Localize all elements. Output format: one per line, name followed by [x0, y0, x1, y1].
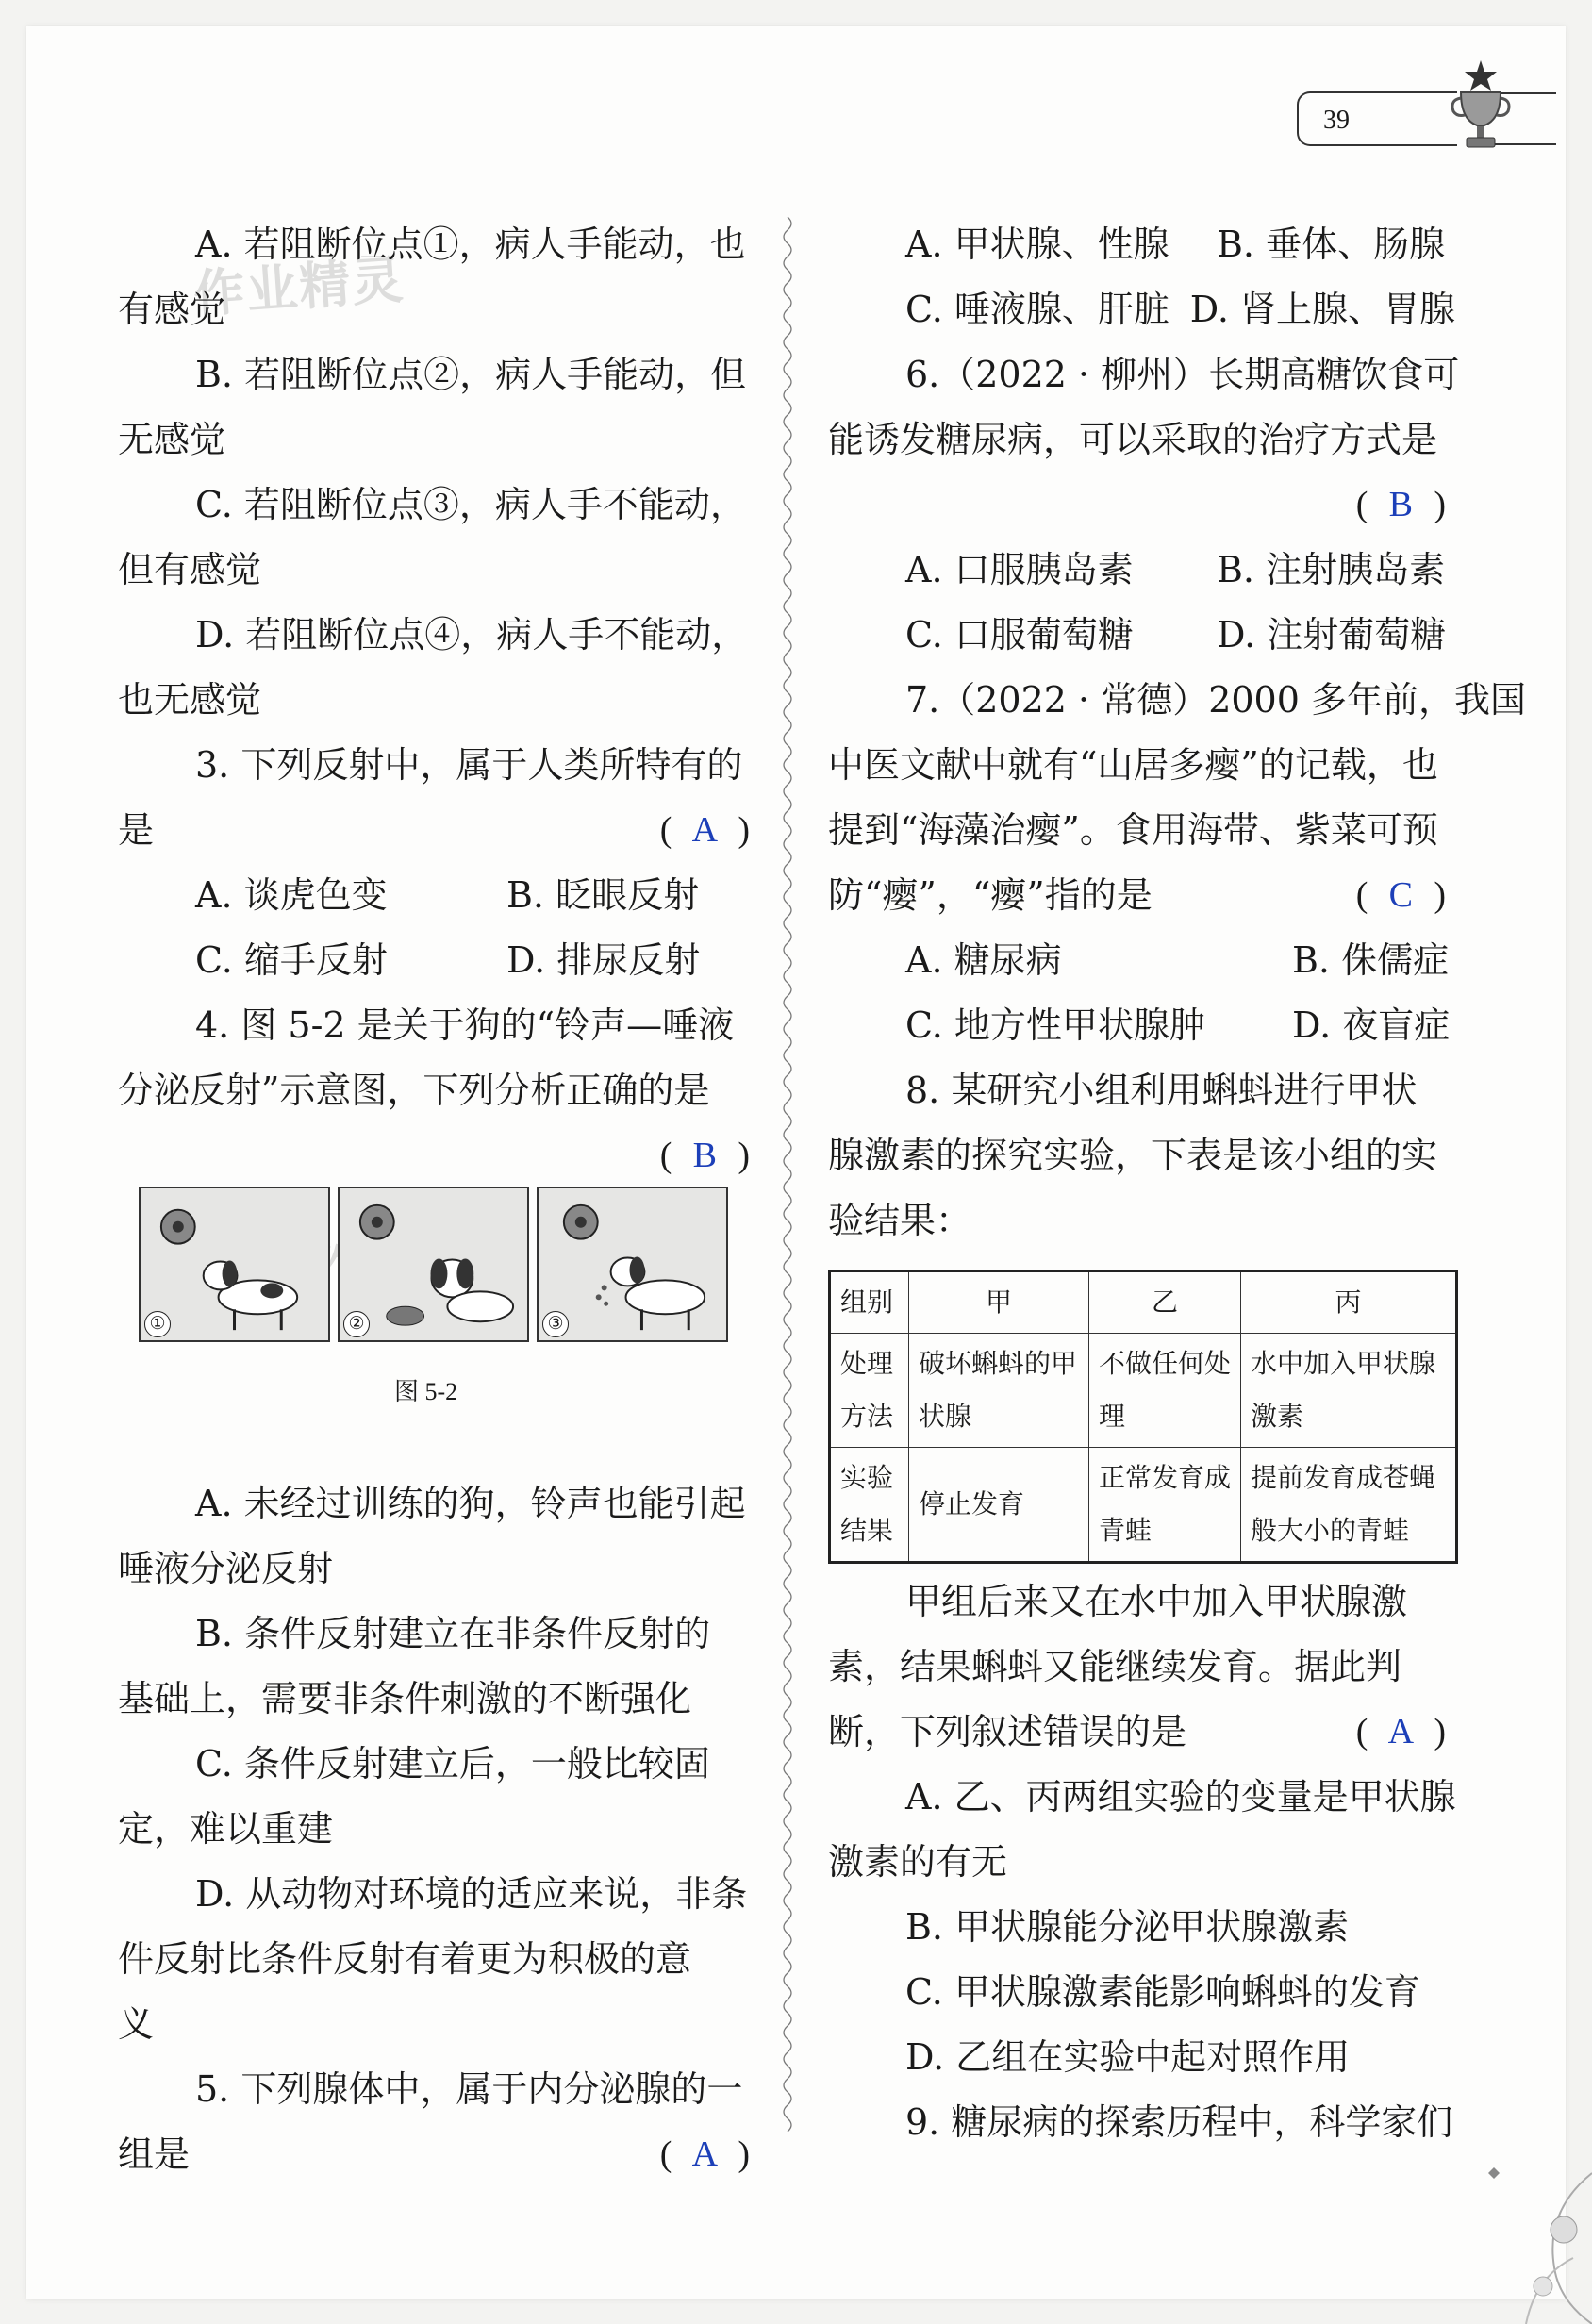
q8-option-a-cont: 激素的有无	[828, 1841, 1008, 1883]
q8-stem-cont: 素，结果蝌蚪又能继续发育。据此判	[828, 1646, 1402, 1687]
q8-stem-cont	[828, 1700, 1455, 1765]
figure-panel-2	[338, 1187, 529, 1342]
q4-option-c: C. 条件反射建立后，一般比较固	[195, 1743, 710, 1784]
q4-answer: ( B )	[660, 1123, 750, 1188]
q5-answer-letter: A	[691, 2134, 719, 2174]
q5-option-b: B. 垂体、肠腺	[1217, 224, 1446, 265]
q3-options-row	[118, 863, 759, 928]
q5-option-d: D. 肾上腺、胃腺	[1189, 289, 1455, 330]
q7-options-row	[828, 928, 1455, 993]
q2-option-b-cont: 无感觉	[118, 419, 226, 460]
figure-dog-reflex	[139, 1187, 728, 1342]
q3-options-row	[118, 928, 759, 993]
q7-option-c: C. 地方性甲状腺肿	[905, 1004, 1205, 1046]
q4-option-d-cont: 义	[118, 2003, 155, 2045]
q7-stem-end: 防“瘿”，“瘿”指的是	[828, 874, 1153, 916]
page-number: 39	[1323, 106, 1350, 135]
q2-option-a: A. 若阻断位点①，病人手能动，也	[195, 224, 746, 265]
q8-option-c: C. 甲状腺激素能影响蝌蚪的发育	[905, 1971, 1420, 2013]
q4-stem-cont: 分泌反射”示意图，下列分析正确的是	[118, 1070, 710, 1111]
table-header-cell: 组别	[830, 1271, 909, 1334]
q6-stem-cont: 能诱发糖尿病，可以采取的治疗方式是	[828, 419, 1438, 460]
q4-option-b: B. 条件反射建立在非条件反射的	[195, 1613, 711, 1654]
table-header-cell: 丙	[1241, 1271, 1457, 1334]
q4-option-a-cont: 唾液分泌反射	[118, 1548, 334, 1589]
q3-answer-letter: A	[691, 810, 719, 850]
q3-option-c: C. 缩手反射	[195, 939, 388, 981]
q6-answer-letter: B	[1388, 485, 1414, 524]
q8-option-d: D. 乙组在实验中起对照作用	[905, 2036, 1351, 2078]
q8-option-b: B. 甲状腺能分泌甲状腺激素	[905, 1906, 1350, 1948]
q3-option-a: A. 谈虎色变	[195, 874, 388, 916]
q4-option-d-cont: 件反射比条件反射有着更为积极的意	[118, 1938, 692, 1980]
q5-option-c: C. 唾液腺、肝脏	[905, 289, 1169, 330]
q7-stem-cont: 提到“海藻治瘿”。食用海带、紫菜可预	[828, 809, 1438, 851]
q8-stem-cont: 验结果：	[828, 1200, 972, 1241]
q4-stem: 4. 图 5-2 是关于狗的“铃声—唾液	[195, 1004, 735, 1046]
q7-option-b: B. 侏儒症	[1292, 939, 1450, 981]
q6-option-b: B. 注射胰岛素	[1217, 549, 1446, 590]
q2-option-b: B. 若阻断位点②，病人手能动，但	[195, 354, 747, 395]
q8-stem: 8. 某研究小组利用蝌蚪进行甲状	[905, 1070, 1418, 1111]
q4-answer-letter: B	[692, 1136, 718, 1175]
q5-options-row	[828, 277, 1455, 342]
q4-answer-line	[118, 1123, 759, 1188]
q4-option-b-cont: 基础上，需要非条件刺激的不断强化	[118, 1678, 692, 1719]
q6-option-c: C. 口服葡萄糖	[905, 614, 1134, 656]
figure-panel-1	[139, 1187, 330, 1342]
q8-stem-cont: 腺激素的探究实验，下表是该小组的实	[828, 1135, 1438, 1176]
q6-options-row	[828, 538, 1455, 603]
q3-option-d: D. 排尿反射	[506, 939, 701, 981]
table-cell: 正常发育成青蛙	[1089, 1448, 1241, 1563]
floral-corner-decoration	[1432, 2135, 1592, 2324]
q8-answer: ( A )	[1356, 1700, 1446, 1765]
panel-number: ③	[542, 1311, 569, 1337]
q7-answer: ( C )	[1356, 863, 1446, 928]
figure-caption: 图 5-2	[394, 1378, 458, 1405]
q2-option-c-cont: 但有感觉	[118, 549, 262, 590]
q8-answer-letter: A	[1387, 1712, 1415, 1751]
q9-stem: 9. 糖尿病的探索历程中，科学家们	[905, 2101, 1453, 2143]
panel-number: ①	[144, 1311, 171, 1337]
q8-stem-cont: 甲组后来又在水中加入甲状腺激	[905, 1581, 1408, 1622]
right-column	[828, 212, 1526, 2155]
q6-option-d: D. 注射葡萄糖	[1217, 614, 1447, 656]
q4-option-c-cont: 定，难以重建	[118, 1808, 334, 1850]
q3-option-b: B. 眨眼反射	[506, 874, 700, 916]
table-row	[830, 1334, 1457, 1448]
q7-stem-cont: 中医文献中就有“山居多瘿”的记载，也	[828, 744, 1438, 786]
q3-stem: 3. 下列反射中，属于人类所特有的	[195, 744, 743, 786]
q6-option-a: A. 口服胰岛素	[905, 549, 1134, 590]
q5-answer: ( A )	[660, 2122, 750, 2187]
q3-stem-end: 是	[118, 809, 155, 851]
q5-options-row	[828, 212, 1455, 277]
table-header-row	[830, 1271, 1457, 1334]
q5-stem: 5. 下列腺体中，属于内分泌腺的一	[195, 2068, 743, 2110]
q3-answer: ( A )	[660, 798, 750, 863]
q4-option-a: A. 未经过训练的狗，铃声也能引起	[195, 1483, 746, 1524]
q7-option-d: D. 夜盲症	[1292, 1004, 1451, 1046]
watermark: 作业精灵	[191, 250, 407, 324]
table-cell: 不做任何处理	[1089, 1334, 1241, 1448]
q3-stem-cont	[118, 798, 759, 863]
table-cell: 水中加入甲状腺激素	[1241, 1334, 1457, 1448]
table-cell: 处理方法	[830, 1334, 909, 1448]
panel-number: ②	[343, 1311, 370, 1337]
q6-stem: 6.（2022 · 柳州）长期高糖饮食可	[905, 354, 1460, 395]
q6-answer-line	[828, 473, 1455, 538]
q5-stem-end: 组是	[118, 2133, 191, 2175]
q2-option-d-cont: 也无感觉	[118, 679, 262, 721]
table-cell: 实验结果	[830, 1448, 909, 1563]
table-cell: 停止发育	[909, 1448, 1089, 1563]
q5-option-a: A. 甲状腺、性腺	[905, 224, 1169, 265]
table-header-cell: 乙	[1089, 1271, 1241, 1334]
experiment-results-table	[828, 1270, 1458, 1564]
table-header-cell: 甲	[909, 1271, 1089, 1334]
q7-answer-letter: C	[1388, 875, 1414, 915]
table-cell: 破坏蝌蚪的甲状腺	[909, 1334, 1089, 1448]
column-divider	[778, 217, 797, 2132]
q4-option-d: D. 从动物对环境的适应来说，非条	[195, 1873, 748, 1915]
table-row	[830, 1448, 1457, 1563]
q8-option-a: A. 乙、丙两组实验的变量是甲状腺	[905, 1776, 1456, 1818]
table-cell: 提前发育成苍蝇般大小的青蛙	[1241, 1448, 1457, 1563]
trophy-icon	[1448, 58, 1514, 158]
q7-option-a: A. 糖尿病	[905, 939, 1062, 981]
q8-stem-end: 断，下列叙述错误的是	[828, 1711, 1187, 1752]
page-number-box	[1297, 91, 1457, 146]
q7-options-row	[828, 993, 1455, 1058]
q7-stem-cont	[828, 863, 1455, 928]
q2-option-d: D. 若阻断位点④，病人手不能动，	[195, 614, 748, 656]
q6-options-row	[828, 603, 1455, 668]
q6-answer: ( B )	[1356, 473, 1446, 538]
q2-option-c: C. 若阻断位点③，病人手不能动，	[195, 484, 746, 525]
q5-stem-cont	[118, 2122, 759, 2187]
q7-stem: 7.（2022 · 常德）2000 多年前，我国	[905, 679, 1526, 721]
q2-option-a-cont: 有感觉	[118, 289, 226, 330]
figure-panel-3	[537, 1187, 728, 1342]
